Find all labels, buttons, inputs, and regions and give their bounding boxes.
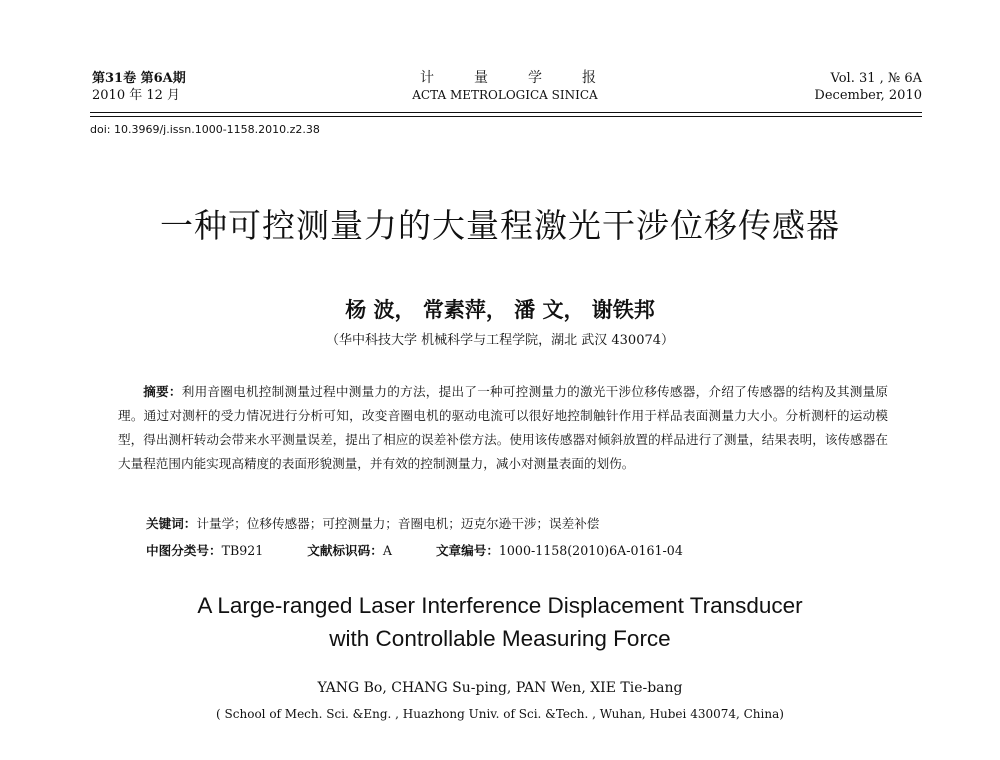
classification (146, 540, 683, 559)
date-en: December, 2010 (814, 88, 922, 103)
header-left (92, 70, 186, 104)
article-no-label: 文章编号： (435, 543, 499, 558)
affiliation-en: ( School of Mech. Sci. &Eng. , Huazhong Univ. of Sci. &Tech. , Wuhan, Hubei 430074, China) (216, 707, 784, 721)
keywords-text: 计量学；位移传感器；可控测量力；音圈电机；迈克尔逊干涉；误差补偿 (196, 516, 600, 531)
abstract-label: 摘要： (143, 384, 182, 399)
date-cn: 2010 年 12 月 (92, 88, 181, 103)
title-en-line1: A Large-ranged Laser Interference Displacement Transducer (197, 593, 803, 618)
authors-en: YANG Bo, CHANG Su-ping, PAN Wen, XIE Tie-bang (317, 680, 683, 696)
doc-code-label: 文献标识码： (307, 543, 383, 558)
affiliation-cn: （华中科技大学 机械科学与工程学院，湖北 武汉 430074） (325, 333, 675, 348)
title-en (60, 589, 940, 655)
doi: doi: 10.3969/j.issn.1000-1158.2010.z2.38 (90, 123, 320, 136)
header-right (814, 70, 922, 104)
clc-label: 中图分类号： (146, 543, 222, 558)
volume-issue-en: Vol. 31 , № 6A (830, 71, 922, 86)
header-rule-thin (90, 116, 922, 117)
header-center (380, 70, 636, 104)
volume-issue-cn: 第31卷 第6A期 (92, 71, 186, 86)
keywords-label: 关键词： (146, 516, 197, 531)
header-rule-thick (90, 112, 922, 113)
journal-name-cn: 计量学报 (420, 70, 636, 86)
clc-value: TB921 (221, 543, 264, 558)
abstract (118, 380, 888, 476)
doc-code-value: A (382, 543, 392, 558)
title-en-line2: with Controllable Measuring Force (329, 626, 671, 651)
journal-name-en: ACTA METROLOGICA SINICA (412, 88, 598, 102)
keywords (146, 513, 599, 532)
authors-cn: 杨 波， 常素萍， 潘 文， 谢铁邦 (345, 297, 655, 322)
abstract-text: 利用音圈电机控制测量过程中测量力的方法，提出了一种可控测量力的激光干涉位移传感器，介绍了传感器的结构及其测量原理。通过对测杆的受力情况进行分析可知，改变音圈电机的驱动电流可以很好地控制触针作用于样品表面测量力大小。分析测杆的运动模型，得出测杆转动会带来水平测量误差，提出了相应的误差补偿方法。使用该传感器对倾斜放置的样品进行了测量，结果表明，该传感器在大量程范围内能实现高精度的表面形貌测量，并有效的控制测量力，减小对测量表面的划伤。 (118, 384, 889, 471)
article-no-value: 1000-1158(2010)6A-0161-04 (498, 543, 683, 558)
title-cn: 一种可控测量力的大量程激光干涉位移传感器 (160, 206, 840, 245)
